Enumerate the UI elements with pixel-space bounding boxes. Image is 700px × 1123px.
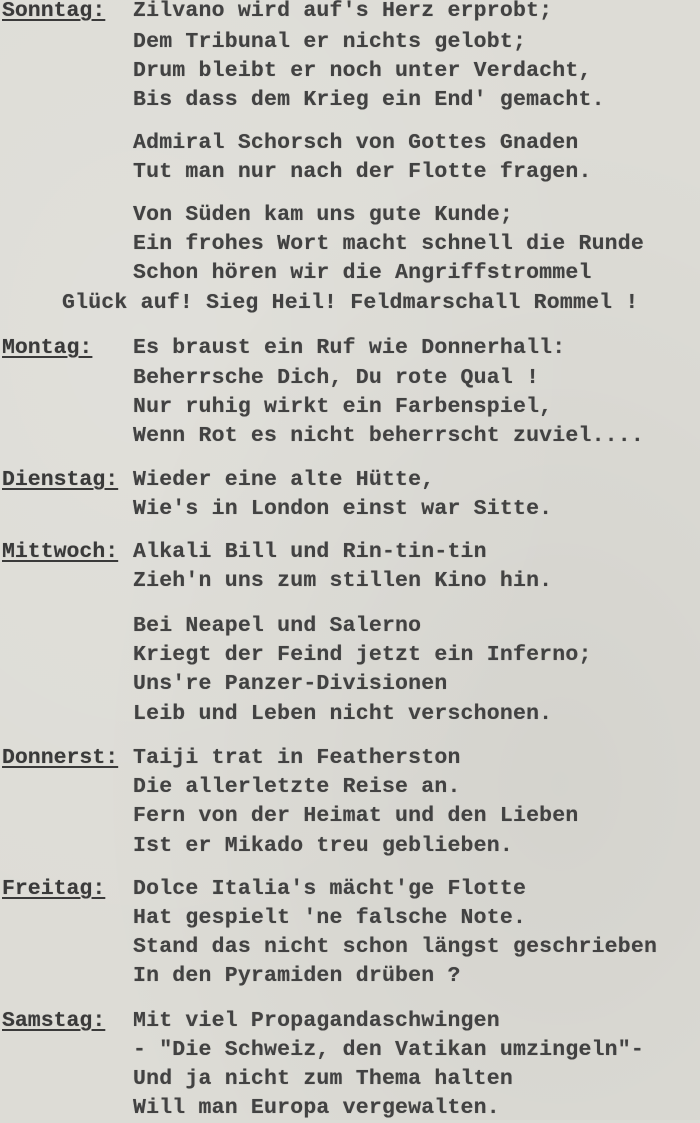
day-label-freitag: Freitag: [2, 877, 106, 901]
verse-line: Fern von der Heimat und den Lieben [133, 804, 579, 828]
verse-line: Und ja nicht zum Thema halten [133, 1067, 513, 1091]
day-label-samstag: Samstag: [2, 1009, 106, 1033]
verse-line: Bis dass dem Krieg ein End' gemacht. [133, 88, 605, 112]
verse-line: Kriegt der Feind jetzt ein Inferno; [133, 643, 592, 667]
verse-line: Zieh'n uns zum stillen Kino hin. [133, 569, 553, 593]
verse-line: Taiji trat in Featherston [133, 746, 461, 770]
verse-line: - "Die Schweiz, den Vatikan umzingeln"- [133, 1038, 644, 1062]
verse-line: Hat gespielt 'ne falsche Note. [133, 906, 527, 930]
verse-line: Nur ruhig wirkt ein Farbenspiel, [133, 395, 553, 419]
verse-line: Tut man nur nach der Flotte fragen. [133, 160, 592, 184]
verse-line: In den Pyramiden drüben ? [133, 964, 461, 988]
verse-line: Will man Europa vergewalten. [133, 1096, 500, 1120]
verse-line: Es braust ein Ruf wie Donnerhall: [133, 336, 566, 360]
verse-line: Zilvano wird auf's Herz erprobt; [133, 0, 553, 23]
day-label-donnerstag: Donnerst: [2, 746, 119, 770]
verse-line: Wie's in London einst war Sitte. [133, 497, 553, 521]
verse-line: Von Süden kam uns gute Kunde; [133, 203, 513, 227]
verse-line: Admiral Schorsch von Gottes Gnaden [133, 131, 579, 155]
verse-line: Wenn Rot es nicht beherrscht zuviel.... [133, 424, 644, 448]
verse-line: Drum bleibt er noch unter Verdacht, [133, 59, 592, 83]
verse-line: Uns're Panzer-Divisionen [133, 672, 448, 696]
day-label-sonntag: Sonntag: [2, 0, 106, 23]
verse-line: Stand das nicht schon längst geschrieben [133, 935, 658, 959]
verse-line: Die allerletzte Reise an. [133, 775, 461, 799]
verse-line: Beherrsche Dich, Du rote Qual ! [133, 366, 540, 390]
verse-closing-line: Glück auf! Sieg Heil! Feldmarschall Rommel ! [62, 291, 639, 315]
verse-line: Ist er Mikado treu geblieben. [133, 834, 513, 858]
day-label-dienstag: Dienstag: [2, 468, 119, 492]
verse-line: Bei Neapel und Salerno [133, 614, 422, 638]
verse-line: Dem Tribunal er nichts gelobt; [133, 30, 527, 54]
verse-line: Dolce Italia's mächt'ge Flotte [133, 877, 527, 901]
verse-line: Wieder eine alte Hütte, [133, 468, 435, 492]
verse-line: Schon hören wir die Angriffstrommel [133, 261, 592, 285]
day-label-mittwoch: Mittwoch: [2, 540, 119, 564]
verse-line: Alkali Bill und Rin-tin-tin [133, 540, 487, 564]
day-label-montag: Montag: [2, 336, 93, 360]
verse-line: Leib und Leben nicht verschonen. [133, 702, 553, 726]
verse-line: Ein frohes Wort macht schnell die Runde [133, 232, 644, 256]
verse-line: Mit viel Propagandaschwingen [133, 1009, 500, 1033]
